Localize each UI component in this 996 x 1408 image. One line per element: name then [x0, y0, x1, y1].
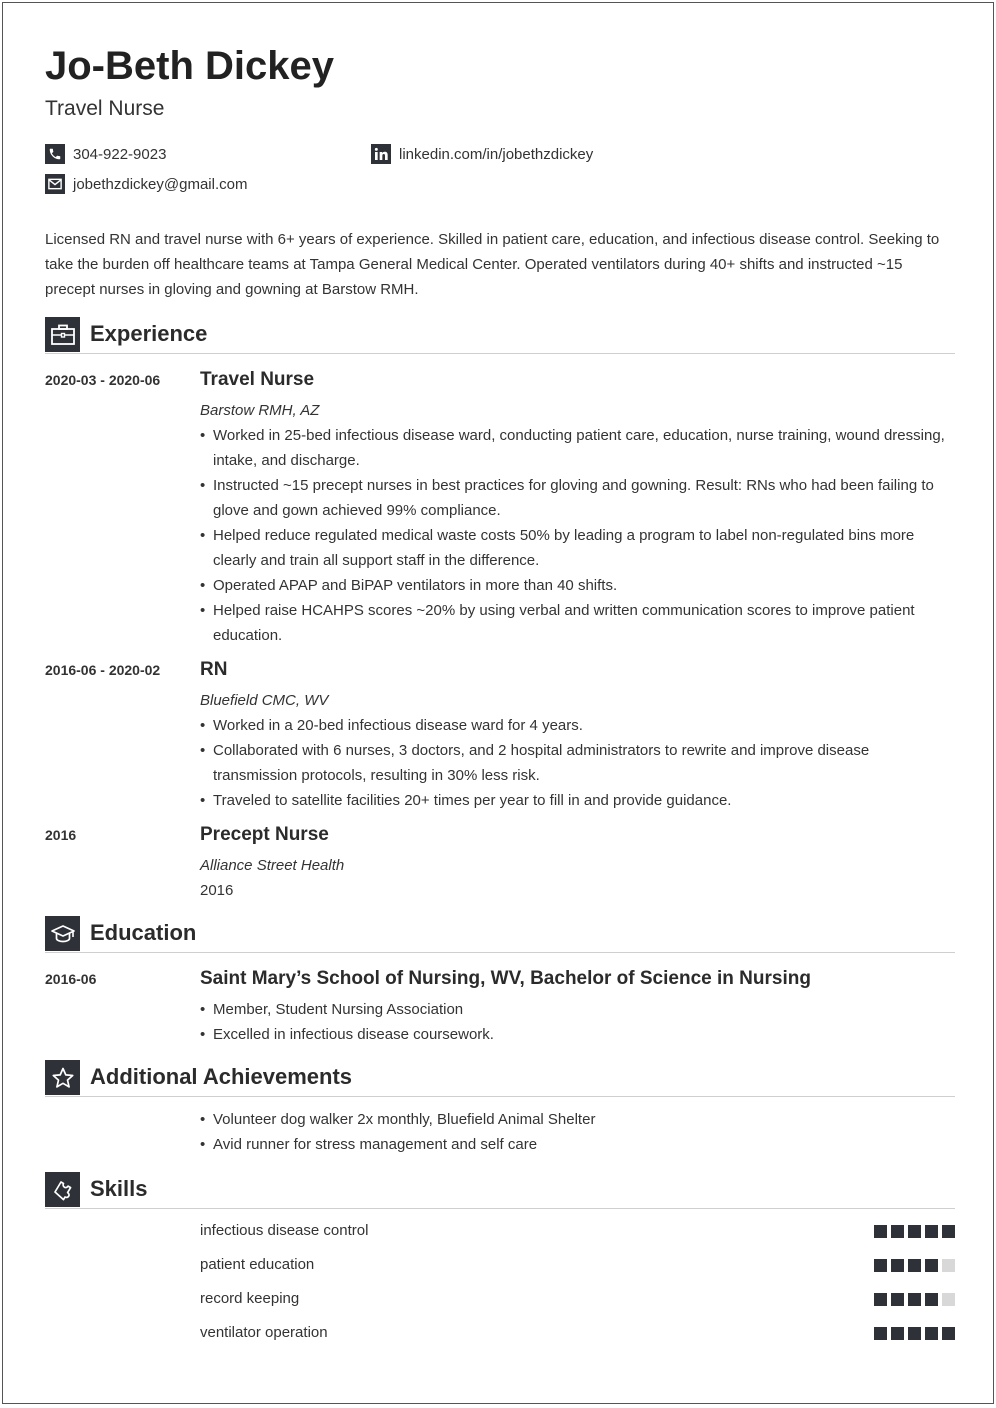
- rating-square-filled: [925, 1259, 938, 1272]
- resume-page: [2, 2, 994, 1404]
- job-2-dates: 2016-06 - 2020-02: [45, 662, 161, 678]
- graduation-cap-icon: [45, 916, 80, 951]
- experience-section-header: [45, 317, 955, 354]
- rating-square-filled: [942, 1225, 955, 1238]
- list-item: • Excelled in infectious disease coursework.: [200, 1022, 955, 1047]
- achievements-bullets: [200, 1107, 955, 1157]
- education-entry: [200, 968, 955, 1047]
- contact-email: [45, 174, 247, 194]
- list-item: • Helped reduce regulated medical waste costs 50% by leading a program to label non-regulated bins more clearly and train all support staff in the difference.: [200, 523, 955, 573]
- skill-rating: [874, 1225, 955, 1238]
- rating-square-filled: [891, 1225, 904, 1238]
- rating-square-filled: [874, 1259, 887, 1272]
- job-3: [200, 824, 955, 903]
- list-item: • Worked in 25-bed infectious disease ward, conducting patient care, education, nurse training, wound dressing, intake, and discharge.: [200, 423, 955, 473]
- skill-name: record keeping: [200, 1290, 300, 1307]
- rating-square-filled: [908, 1327, 921, 1340]
- rating-square-empty: [942, 1293, 955, 1306]
- job-1-title: Travel Nurse: [200, 369, 315, 390]
- puzzle-piece-icon: [45, 1172, 80, 1207]
- email-text[interactable]: jobethzdickey@gmail.com: [73, 175, 248, 193]
- rating-square-filled: [891, 1327, 904, 1340]
- skill-name: ventilator operation: [200, 1324, 328, 1341]
- phone-icon: [45, 144, 65, 164]
- list-item: • Member, Student Nursing Association: [200, 997, 955, 1022]
- job-1: [200, 369, 955, 648]
- job-2-title: RN: [200, 659, 228, 680]
- job-1-org: Barstow RMH, AZ: [200, 402, 320, 419]
- list-item: • Helped raise HCAHPS scores ~20% by using verbal and written communication scores to improve patient education.: [200, 598, 955, 648]
- skill-row: [200, 1324, 955, 1344]
- rating-square-filled: [908, 1259, 921, 1272]
- skill-rating: [874, 1327, 955, 1340]
- list-item: • Avid runner for stress management and self care: [200, 1132, 955, 1157]
- rating-square-filled: [908, 1225, 921, 1238]
- rating-square-empty: [942, 1259, 955, 1272]
- skill-rating: [874, 1293, 955, 1306]
- job-1-dates: 2020-03 - 2020-06: [45, 372, 161, 388]
- job-2: [200, 659, 955, 813]
- education-degree: Saint Mary’s School of Nursing, WV, Bachelor of Science in Nursing: [200, 968, 811, 989]
- job-2-org: Bluefield CMC, WV: [200, 692, 329, 709]
- contact-phone: [45, 144, 166, 164]
- phone-text[interactable]: 304-922-9023: [73, 145, 167, 163]
- job-3-title: Precept Nurse: [200, 824, 329, 845]
- education-date: 2016-06: [45, 971, 97, 987]
- rating-square-filled: [942, 1327, 955, 1340]
- rating-square-filled: [891, 1259, 904, 1272]
- list-item: • Instructed ~15 precept nurses in best practices for gloving and gowning. Result: RNs who had been failing to glove and gown achieved 99% compliance.: [200, 473, 955, 523]
- rating-square-filled: [874, 1327, 887, 1340]
- skill-name: infectious disease control: [200, 1222, 369, 1239]
- linkedin-icon: [371, 144, 391, 164]
- candidate-title: Travel Nurse: [45, 97, 165, 120]
- achievements-section-header: [45, 1060, 955, 1097]
- list-item: • Traveled to satellite facilities 20+ times per year to fill in and provide guidance.: [200, 788, 955, 813]
- star-icon: [45, 1060, 80, 1095]
- experience-title: Experience: [90, 321, 208, 346]
- contact-linkedin: [371, 144, 593, 164]
- rating-square-filled: [874, 1293, 887, 1306]
- achievements-list: [200, 1107, 955, 1157]
- rating-square-filled: [908, 1293, 921, 1306]
- summary-text: Licensed RN and travel nurse with 6+ years of experience. Skilled in patient care, education, and infectious disease control. Seeking to take the burden off healthcare teams at Tampa General Medical Center. Operated ventilators during 40+ shifts and instructed ~15 precept nurses in gloving and gowning at Barstow RMH.: [45, 231, 940, 298]
- rating-square-filled: [925, 1225, 938, 1238]
- linkedin-text[interactable]: linkedin.com/in/jobethzdickey: [399, 145, 594, 163]
- skill-row: [200, 1222, 955, 1242]
- skill-row: [200, 1256, 955, 1276]
- list-item: • Volunteer dog walker 2x monthly, Bluefield Animal Shelter: [200, 1107, 955, 1132]
- achievements-title: Additional Achievements: [90, 1064, 353, 1089]
- job-3-dates: 2016: [45, 827, 77, 843]
- education-section-header: [45, 916, 955, 953]
- skill-name: patient education: [200, 1256, 315, 1273]
- envelope-icon: [45, 174, 65, 194]
- rating-square-filled: [891, 1293, 904, 1306]
- rating-square-filled: [925, 1327, 938, 1340]
- job-3-note: 2016: [200, 882, 234, 899]
- job-2-bullets: [200, 713, 955, 813]
- rating-square-filled: [874, 1225, 887, 1238]
- candidate-name: Jo-Beth Dickey: [45, 44, 334, 88]
- education-title: Education: [90, 920, 197, 945]
- job-1-bullets: [200, 423, 955, 648]
- skills-section-header: [45, 1172, 955, 1209]
- job-3-org: Alliance Street Health: [200, 857, 345, 874]
- skills-title: Skills: [90, 1176, 148, 1201]
- list-item: • Operated APAP and BiPAP ventilators in more than 40 shifts.: [200, 573, 955, 598]
- skill-row: [200, 1290, 955, 1310]
- skill-rating: [874, 1259, 955, 1272]
- rating-square-filled: [925, 1293, 938, 1306]
- list-item: • Collaborated with 6 nurses, 3 doctors, and 2 hospital administrators to rewrite and improve disease transmission protocols, resulting in 30% less risk.: [200, 738, 955, 788]
- list-item: • Worked in a 20-bed infectious disease ward for 4 years.: [200, 713, 955, 738]
- briefcase-icon: [45, 317, 80, 352]
- education-bullets: [200, 997, 955, 1047]
